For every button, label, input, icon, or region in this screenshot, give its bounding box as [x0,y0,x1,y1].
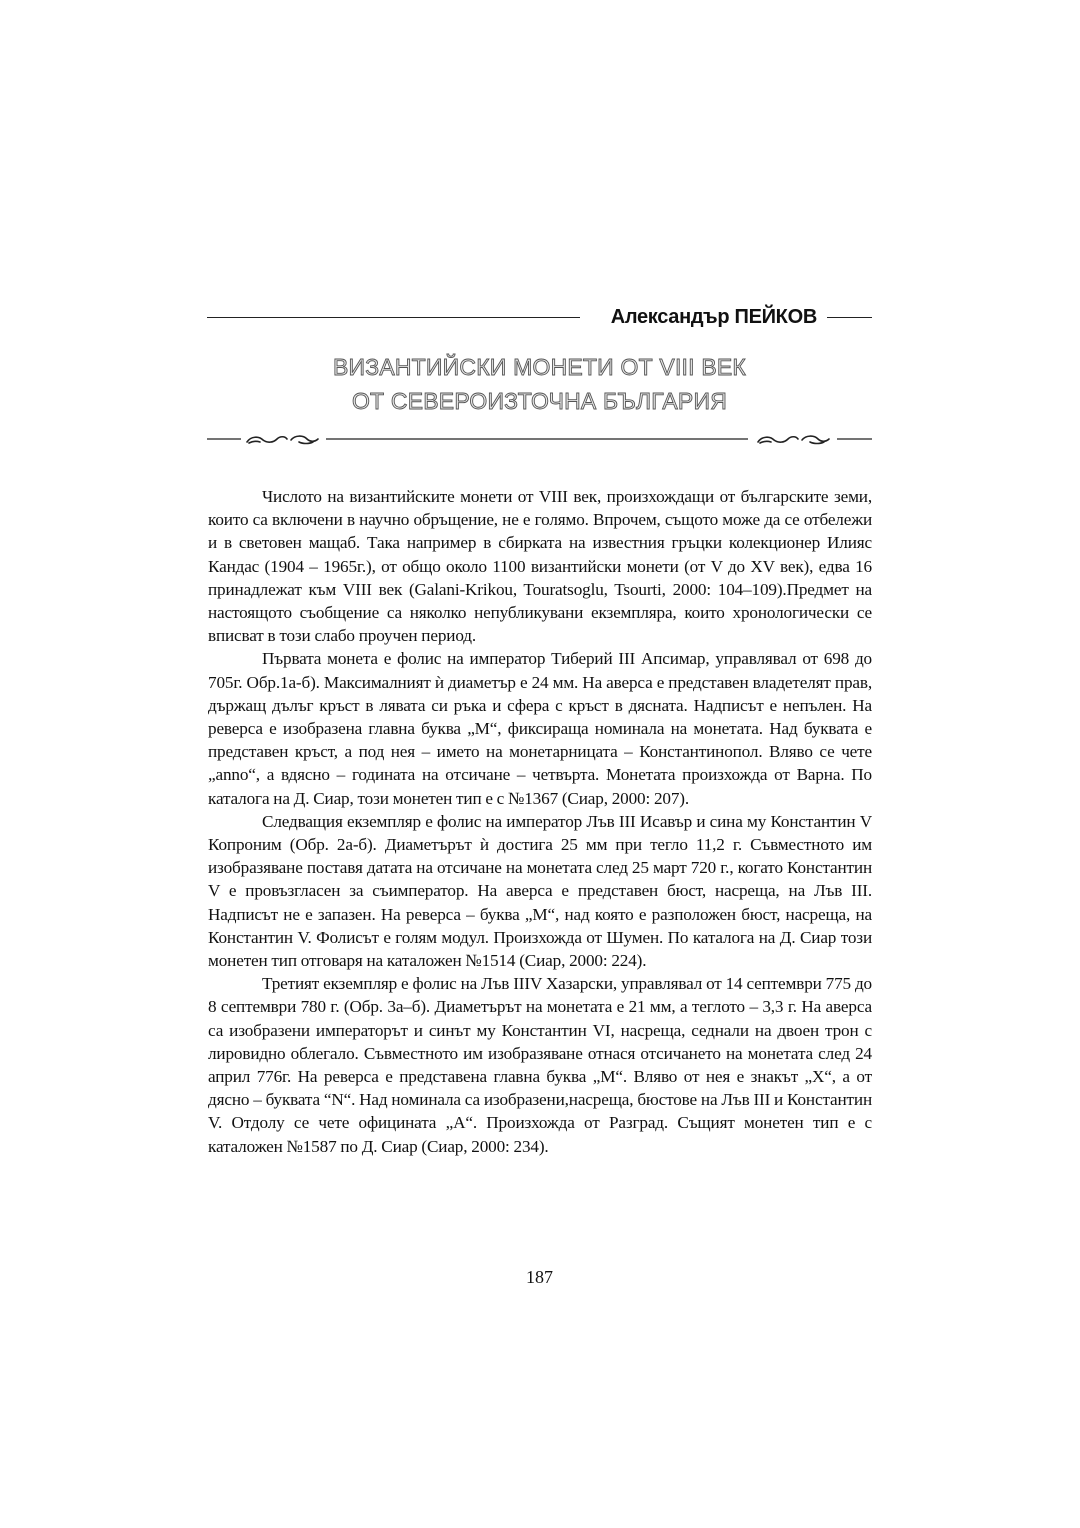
article-body [208,485,872,1158]
paragraph: Следващия екземпляр е фолис на император Лъв III Исавър и сина му Константин V Копроним (Обр. 2а-б). Диаметърът ѝ достига 25 мм при тегло 11,2 г. Съвместното им изобразяване поставя датата на отсичане на монетата след 25 март 720 г., когато Константин V е провъзгласен за съимператор. На аверса е представен бюст, насреща, на Лъв III. Надписът не е запазен. На реверса – буква „М“, над която е разположен бюст, насреща, на Константин V. Фолисът е голям модул. Произхожда от Шумен. По каталога на Д. Сиар този монетен тип отговаря на каталожен №1514 (Сиар, 2000: 224). [208,811,872,971]
paragraph: Третият екземпляр е фолис на Лъв IIIV Хазарски, управлявал от 14 септември 775 до 8 септември 780 г. (Обр. 3а–б). Диаметърът на монетата е 21 мм, а теглото – 3,3 г. На аверса са изобразени императорът и синът му Константин VI, насреща, седнали на двоен трон с лировидно облегало. Съвместното им изобразяване отнася отсичането на монетата след 24 април 776г. На реверса е представена главна буква „М“. Вляво от нея е знакът „Х“, а от дясно – буквата “N“. Над номинала са изобразени,насреща, бюстове на Лъв III и Константин V. Отдолу се чете официната „А“. Произхожда от Разград. Същият монетен тип е с каталожен №1587 по Д. Сиар (Сиар, 2000: 234). [208,974,872,1156]
article-title-line-2: ОТ СЕВЕРОИЗТОЧНА БЪЛГАРИЯ [351,388,728,414]
author-name: Александър ПЕЙКОВ [610,306,817,328]
article-title [207,350,872,418]
ornament-divider-graphic [207,430,872,450]
scroll-ornament-left-icon [247,436,318,443]
paragraph: Числото на византийските монети от VIII век, произхождащи от българските земи, които са включени в научно обръщение, не е голямо. Впрочем, същото може да се отбележи и в световен мащаб. Така например в сбирката на известния гръцки колекционер Илияс Кандас (1904 – 1965г.), от общо около 1100 византийски монети (от V до XV век), едва 16 принадлежат към VIII век (Galani-Krikou, Touratsoglu, Tsourti, 2000: 104–109).Предмет на настоящото съобщение са няколко непубликувани екземпляра, които хронологически се вписват в този слабо проучен период. [208,487,872,646]
author-header [207,300,872,334]
page-number: 187 [526,1267,553,1287]
paragraph: Първата монета е фолис на император Тиберий III Апсимар, управлявал от 698 до 705г. Обр.1а-б). Максималният ѝ диаметър е 24 мм. На аверса е представен владетелят прав, държащ дълъг кръст в лявата си ръка и сфера с кръст в дясната. Надписът е непълен. На реверса е изобразена главна буква „М“, фиксираща номинала на монетата. Над буквата е представен кръст, а под нея – името на монетарницата – Константинопол. Вляво се чете „anno“, а вдясно – годината на отсичане – четвърта. Монетата произхожда от Варна. По каталога на Д. Сиар, този монетен тип е с №1367 (Сиар, 2000: 207). [208,649,872,808]
article-title-line-1: ВИЗАНТИЙСКИ МОНЕТИ ОТ VIII ВЕК [332,354,747,380]
scroll-ornament-right-icon [758,436,829,443]
author-rule-right [827,317,872,318]
title-ornament-divider [207,430,872,450]
author-rule-left [207,317,580,318]
